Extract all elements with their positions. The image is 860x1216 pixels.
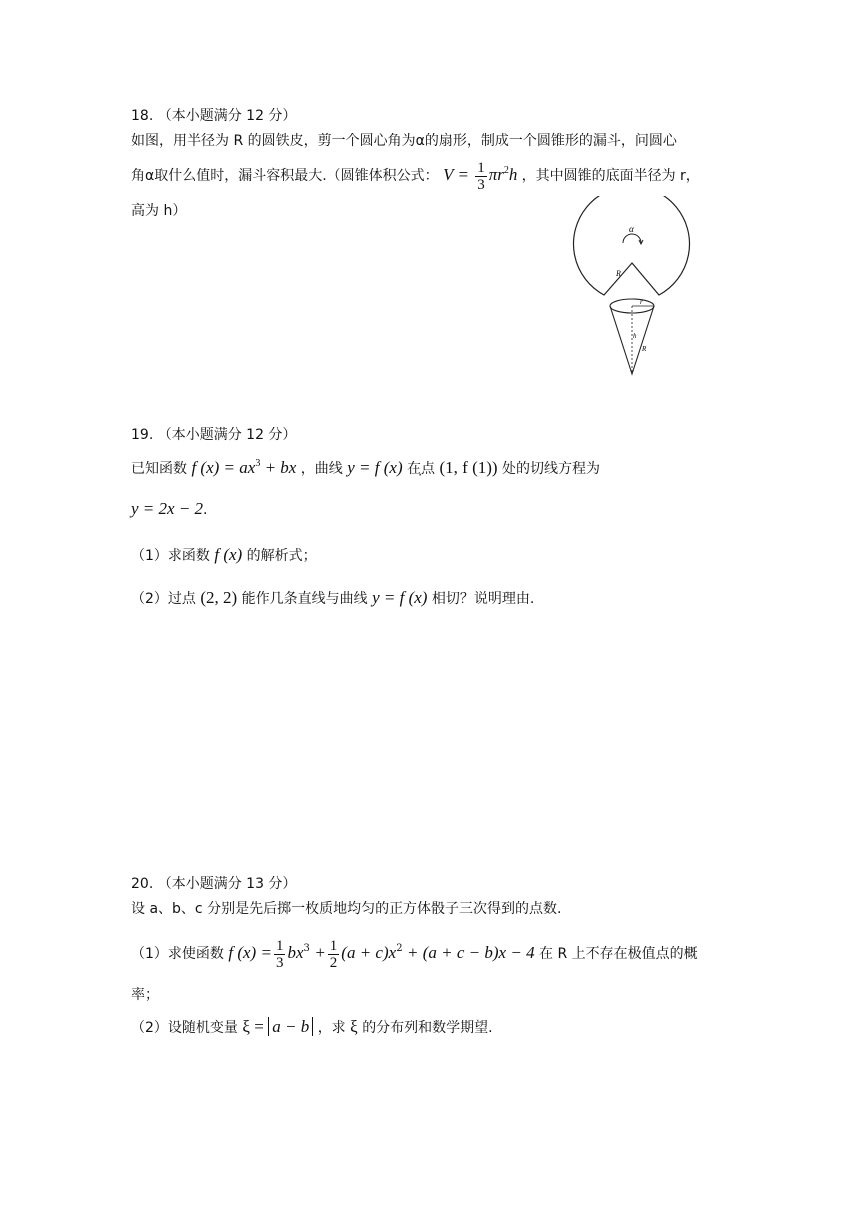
q20-term2: (a + c)x: [341, 943, 397, 962]
q20-intro: 设 a、b、c 分别是先后掷一枚质地均匀的正方体骰子三次得到的点数.: [131, 901, 562, 917]
formula-lhs: V =: [443, 165, 469, 184]
frac-den: 3: [477, 176, 485, 193]
q19-p2b: 能作几条直线与曲线: [241, 591, 368, 607]
q20-part2: [131, 1014, 493, 1041]
q19-p2c: 相切？说明理由.: [431, 591, 535, 607]
q20-term3: + (a + c − b)x − 4: [407, 943, 535, 962]
q20-xi: ξ =: [242, 1017, 264, 1036]
q20-part1: （1）求使函数 f (x) = $\frac{1}{3}$ $bx^3$ + $\frac{1}{2}$ $(a + c)x^2 + (a + c - b)x - 4$ 在 R 上不存在极值点的概: [131, 937, 698, 971]
q19-p1b: 的解析式；: [246, 548, 317, 564]
q19-l1a: 已知函数: [131, 461, 187, 477]
q20-p2b: ，求: [317, 1020, 346, 1036]
q19-l1c: 在点: [407, 461, 436, 477]
fraction-one-third-b: [274, 938, 286, 971]
alpha-arc: [623, 234, 641, 243]
q20-p1a: （1）求使函数: [131, 946, 224, 962]
q19-p2-curve: y = f (x): [372, 588, 428, 607]
q20-p2c: 的分布列和数学期望.: [362, 1020, 493, 1036]
q19-p2-point: (2, 2): [200, 588, 238, 607]
cone-r-label: r: [640, 298, 643, 306]
q19-l1d: 处的切线方程为: [502, 461, 601, 477]
frac1-den: 3: [275, 954, 284, 971]
funnel-figure: [568, 196, 696, 378]
sector-shape: [574, 196, 690, 295]
cone-h-label: h: [633, 332, 637, 340]
q19-heading: 19. （本小题满分 12 分）: [131, 427, 297, 443]
alpha-label: α: [629, 224, 634, 234]
function-def-a: f (x) = ax: [191, 458, 256, 477]
frac1-num: 1: [275, 937, 284, 954]
function-def-b: + bx: [264, 458, 297, 477]
q19-l2-end: .: [203, 502, 208, 518]
q18-text-line2: [131, 158, 700, 193]
q19-p1-f: f (x): [214, 545, 243, 564]
q18-text-line3: 高为 h）: [131, 203, 187, 219]
q19-p1a: （1）求函数: [131, 548, 210, 564]
formula-rhs: πr: [488, 165, 504, 184]
cone-R-label: R: [642, 345, 647, 353]
volume-formula: V = $\frac{1}{3}$ $\pi r^2h$: [443, 159, 518, 193]
formula-rhs2: h: [508, 165, 518, 184]
q19-part2: [131, 586, 534, 611]
q19-line2: [131, 497, 208, 522]
q18-text-line2b: ，其中圆锥的底面半径为 r，: [521, 168, 700, 184]
fraction-one-third: [475, 160, 487, 193]
q20-plus: +: [314, 943, 326, 962]
frac2-num: 1: [329, 937, 338, 954]
q18-text-line1: 如图，用半径为 R 的圆铁皮，剪一个圆心角为α的扇形，制成一个圆锥形的漏斗，问圆心: [131, 133, 677, 149]
q20-p2a: （2）设随机变量: [131, 1020, 238, 1036]
q19-l1b: ，曲线: [300, 461, 343, 477]
tangent-equation: y = 2x − 2: [131, 499, 204, 518]
q20-p1b: 在 R 上不存在极值点的概: [539, 946, 698, 962]
q20-term1: bx: [287, 943, 304, 962]
q20-p1c: 率；: [131, 987, 159, 1003]
q18-text-line2a: 角α取什么值时，漏斗容积最大.（圆锥体积公式：: [131, 168, 439, 184]
fraction-one-half: [328, 938, 340, 971]
q19-part1: [131, 543, 317, 568]
q19-line1: [131, 452, 600, 481]
curve-expr: y = f (x): [347, 458, 403, 477]
q19-p2a: （2）过点: [131, 591, 196, 607]
frac2-den: 2: [329, 954, 338, 971]
q20-xi2: ξ: [350, 1017, 358, 1036]
q20-heading: 20. （本小题满分 13 分）: [131, 876, 297, 892]
radius-label: R: [616, 269, 621, 278]
tangent-point: (1, f (1)): [439, 458, 498, 477]
q18-heading: 18. （本小题满分 12 分）: [131, 108, 297, 124]
q20-abs: a − b: [268, 1017, 313, 1036]
frac-num: 1: [477, 159, 485, 176]
function-def: f $(x) = ax^3$ + bx: [191, 458, 297, 477]
q20-f-lhs: f (x) =: [228, 943, 272, 962]
